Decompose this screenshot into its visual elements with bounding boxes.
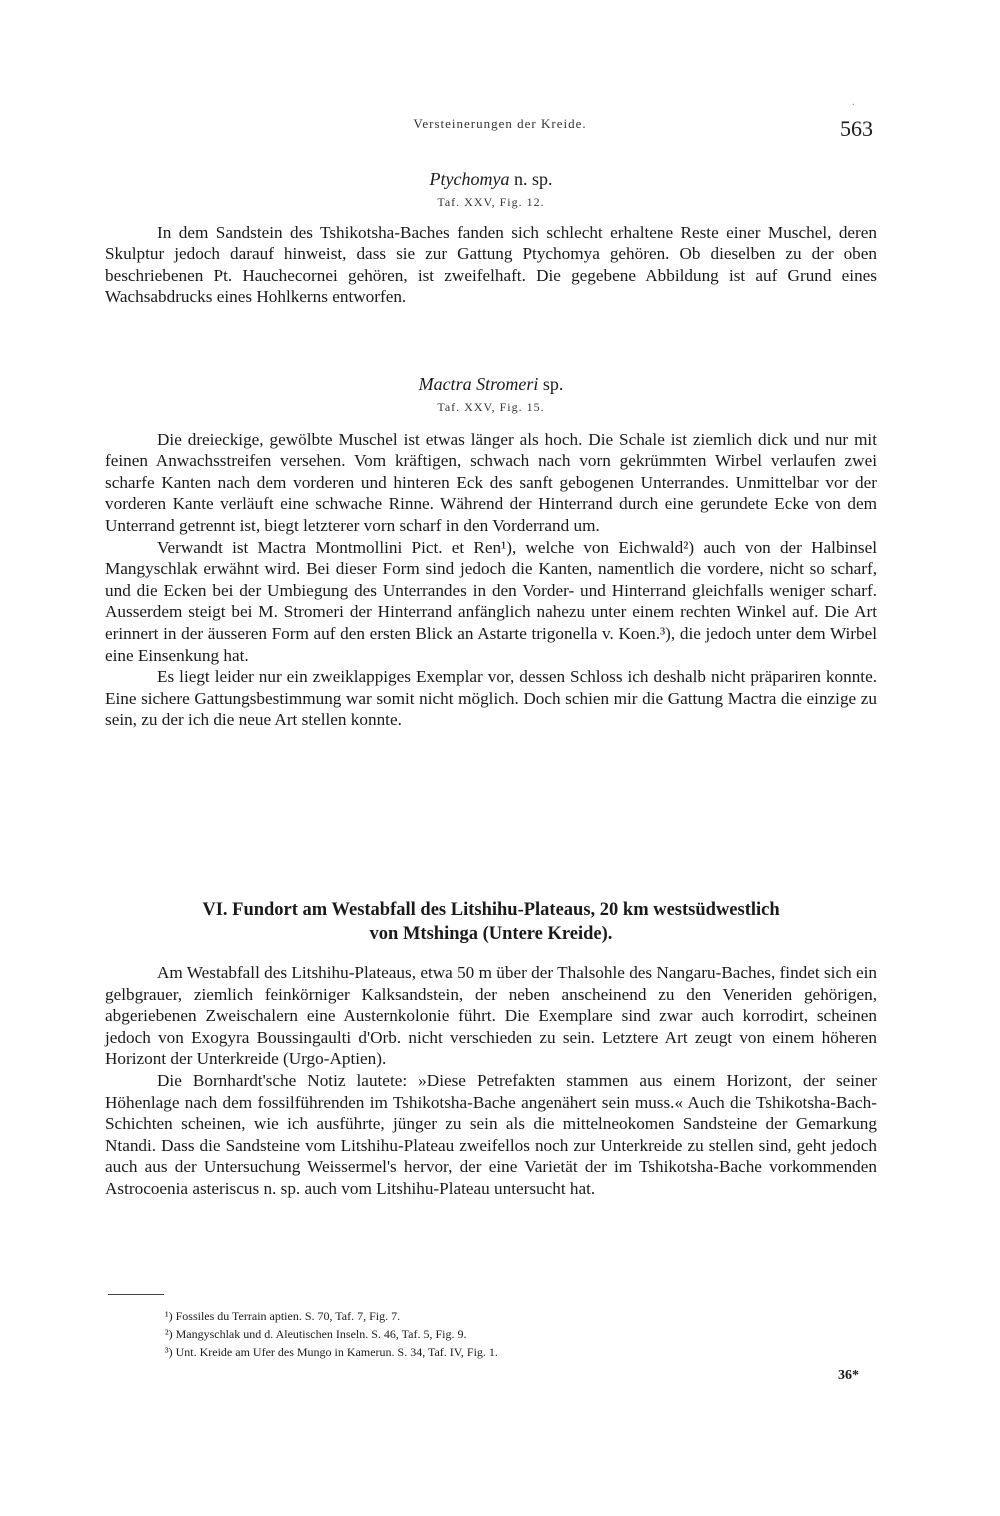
- paragraph: In dem Sandstein des Tshikotsha-Baches fanden sich schlecht erhaltene Reste einer Muschel, deren Skulptur jedoch darauf hinweist, dass sie zur Gattung Ptychomya gehören. Ob dieselben zu der oben beschriebenen Pt. Hauchecornei gehören, ist zweifelhaft. Die gegebene Abbildung ist auf Grund eines Wachsabdrucks eines Hohlkerns entworfen.: [105, 222, 877, 307]
- running-head: Versteinerungen der Kreide.: [413, 116, 587, 131]
- species-heading-mactra: [105, 373, 877, 395]
- ptychomya-section: [105, 168, 877, 308]
- printer-signature: 36*: [838, 1368, 859, 1383]
- page-number: 563: [840, 116, 873, 141]
- species-suffix: n. sp.: [513, 169, 553, 189]
- species-name: Mactra Stromeri: [418, 374, 539, 394]
- stray-mark: .: [852, 97, 855, 108]
- plate-reference: Taf. XXV, Fig. 15.: [437, 400, 545, 414]
- section-title: [105, 898, 877, 946]
- paragraph: Die Bornhardt'sche Notiz lautete: »Diese Petrefakten stammen aus einem Horizont, der seiner Höhenlage nach dem fossilführenden im Tshikotsha-Bache angenähert sein muss.« Auch die Tshikotsha-Bach-Schichten scheinen, wie ich ausführte, jünger zu sein als die mittelneokomen Sandsteine der Gemarkung Ntandi. Dass die Sandsteine vom Litshihu-Plateau zweifellos noch zur Unterkreide zu stellen sind, geht jedoch auch aus der Untersuchung Weissermel's hervor, der eine Varietät der im Tshikotsha-Bache vorkommenden Astrocoenia asteriscus n. sp. auch vom Litshihu-Plateau untersucht hat.: [105, 1070, 877, 1198]
- paragraph: Am Westabfall des Litshihu-Plateaus, etwa 50 m über der Thalsohle des Nangaru-Baches, findet sich ein gelbgrauer, ziemlich feinkörniger Kalksandstein, der neben anscheinend zu den Veneriden gehörigen, abgeriebenen Zweischalern eine Austernkolonie führt. Die Exemplare sind zwar auch korrodirt, scheinen jedoch von Exogyra Boussingaulti d'Orb. nicht verschieden zu sein. Letztere Art zeugt von einem höheren Horizont der Unterkreide (Urgo-Aptien).: [105, 963, 877, 1069]
- footnote: ¹) Fossiles du Terrain aptien. S. 70, Taf. 7, Fig. 7.: [165, 1309, 401, 1323]
- species-heading-ptychomya: [105, 168, 877, 190]
- species-suffix: sp.: [542, 374, 564, 394]
- footnote: ³) Unt. Kreide am Ufer des Mungo in Kamerun. S. 34, Taf. IV, Fig. 1.: [165, 1345, 498, 1359]
- species-name: Ptychomya: [429, 169, 510, 189]
- mactra-section: [105, 373, 877, 731]
- section-title-line1: VI. Fundort am Westabfall des Litshihu-Plateaus, 20 km westsüdwestlich: [202, 900, 780, 920]
- plate-reference: Taf. XXV, Fig. 12.: [437, 195, 545, 209]
- paragraph: Es liegt leider nur ein zweiklappiges Exemplar vor, dessen Schloss ich deshalb nicht präpariren konnte. Eine sichere Gattungsbestimmung war somit nicht möglich. Doch schien mir die Gattung Mactra die einzige zu sein, zu der ich die neue Art stellen konnte.: [105, 667, 877, 730]
- footnote: ²) Mangyschlak und d. Aleutischen Inseln. S. 46, Taf. 5, Fig. 9.: [165, 1327, 467, 1341]
- section-title-line2: von Mtshinga (Untere Kreide).: [369, 924, 613, 944]
- footnotes: [165, 1307, 785, 1361]
- paragraph: Die dreieckige, gewölbte Muschel ist etwas länger als hoch. Die Schale ist ziemlich dick und nur mit feinen Anwachsstreifen versehen. Vom kräftigen, schwach nach vorn gekrümmten Wirbel verlaufen zwei scharfe Kanten nach dem vorderen und hinteren Eck des sanft gebogenen Unterrandes. Unmittelbar vor der vorderen Kante verläuft eine schwache Rinne. Während der Hinterrand durch eine gerundete Ecke von dem Unterrand getrennt ist, biegt letzterer vorn scharf in den Vorderrand um.: [105, 429, 877, 535]
- section-vi: [105, 898, 877, 1200]
- paragraph: Verwandt ist Mactra Montmollini Pict. et Ren¹), welche von Eichwald²) auch von der Halbinsel Mangyschlak erwähnt wird. Bei dieser Form sind jedoch die Kanten, namentlich die vordere, nicht so scharf, und die Ecken bei der Umbiegung des Unterrandes in den Vorder- und Hinterrand gleichfalls weniger scharf. Ausserdem steigt bei M. Stromeri der Hinterrand anfänglich nahezu unter einem rechten Winkel auf. Die Art erinnert in der äusseren Form auf den ersten Blick an Astarte trigonella v. Koen.³), die jedoch unter dem Wirbel eine Einsenkung hat.: [105, 537, 877, 665]
- footnote-divider: [108, 1294, 164, 1295]
